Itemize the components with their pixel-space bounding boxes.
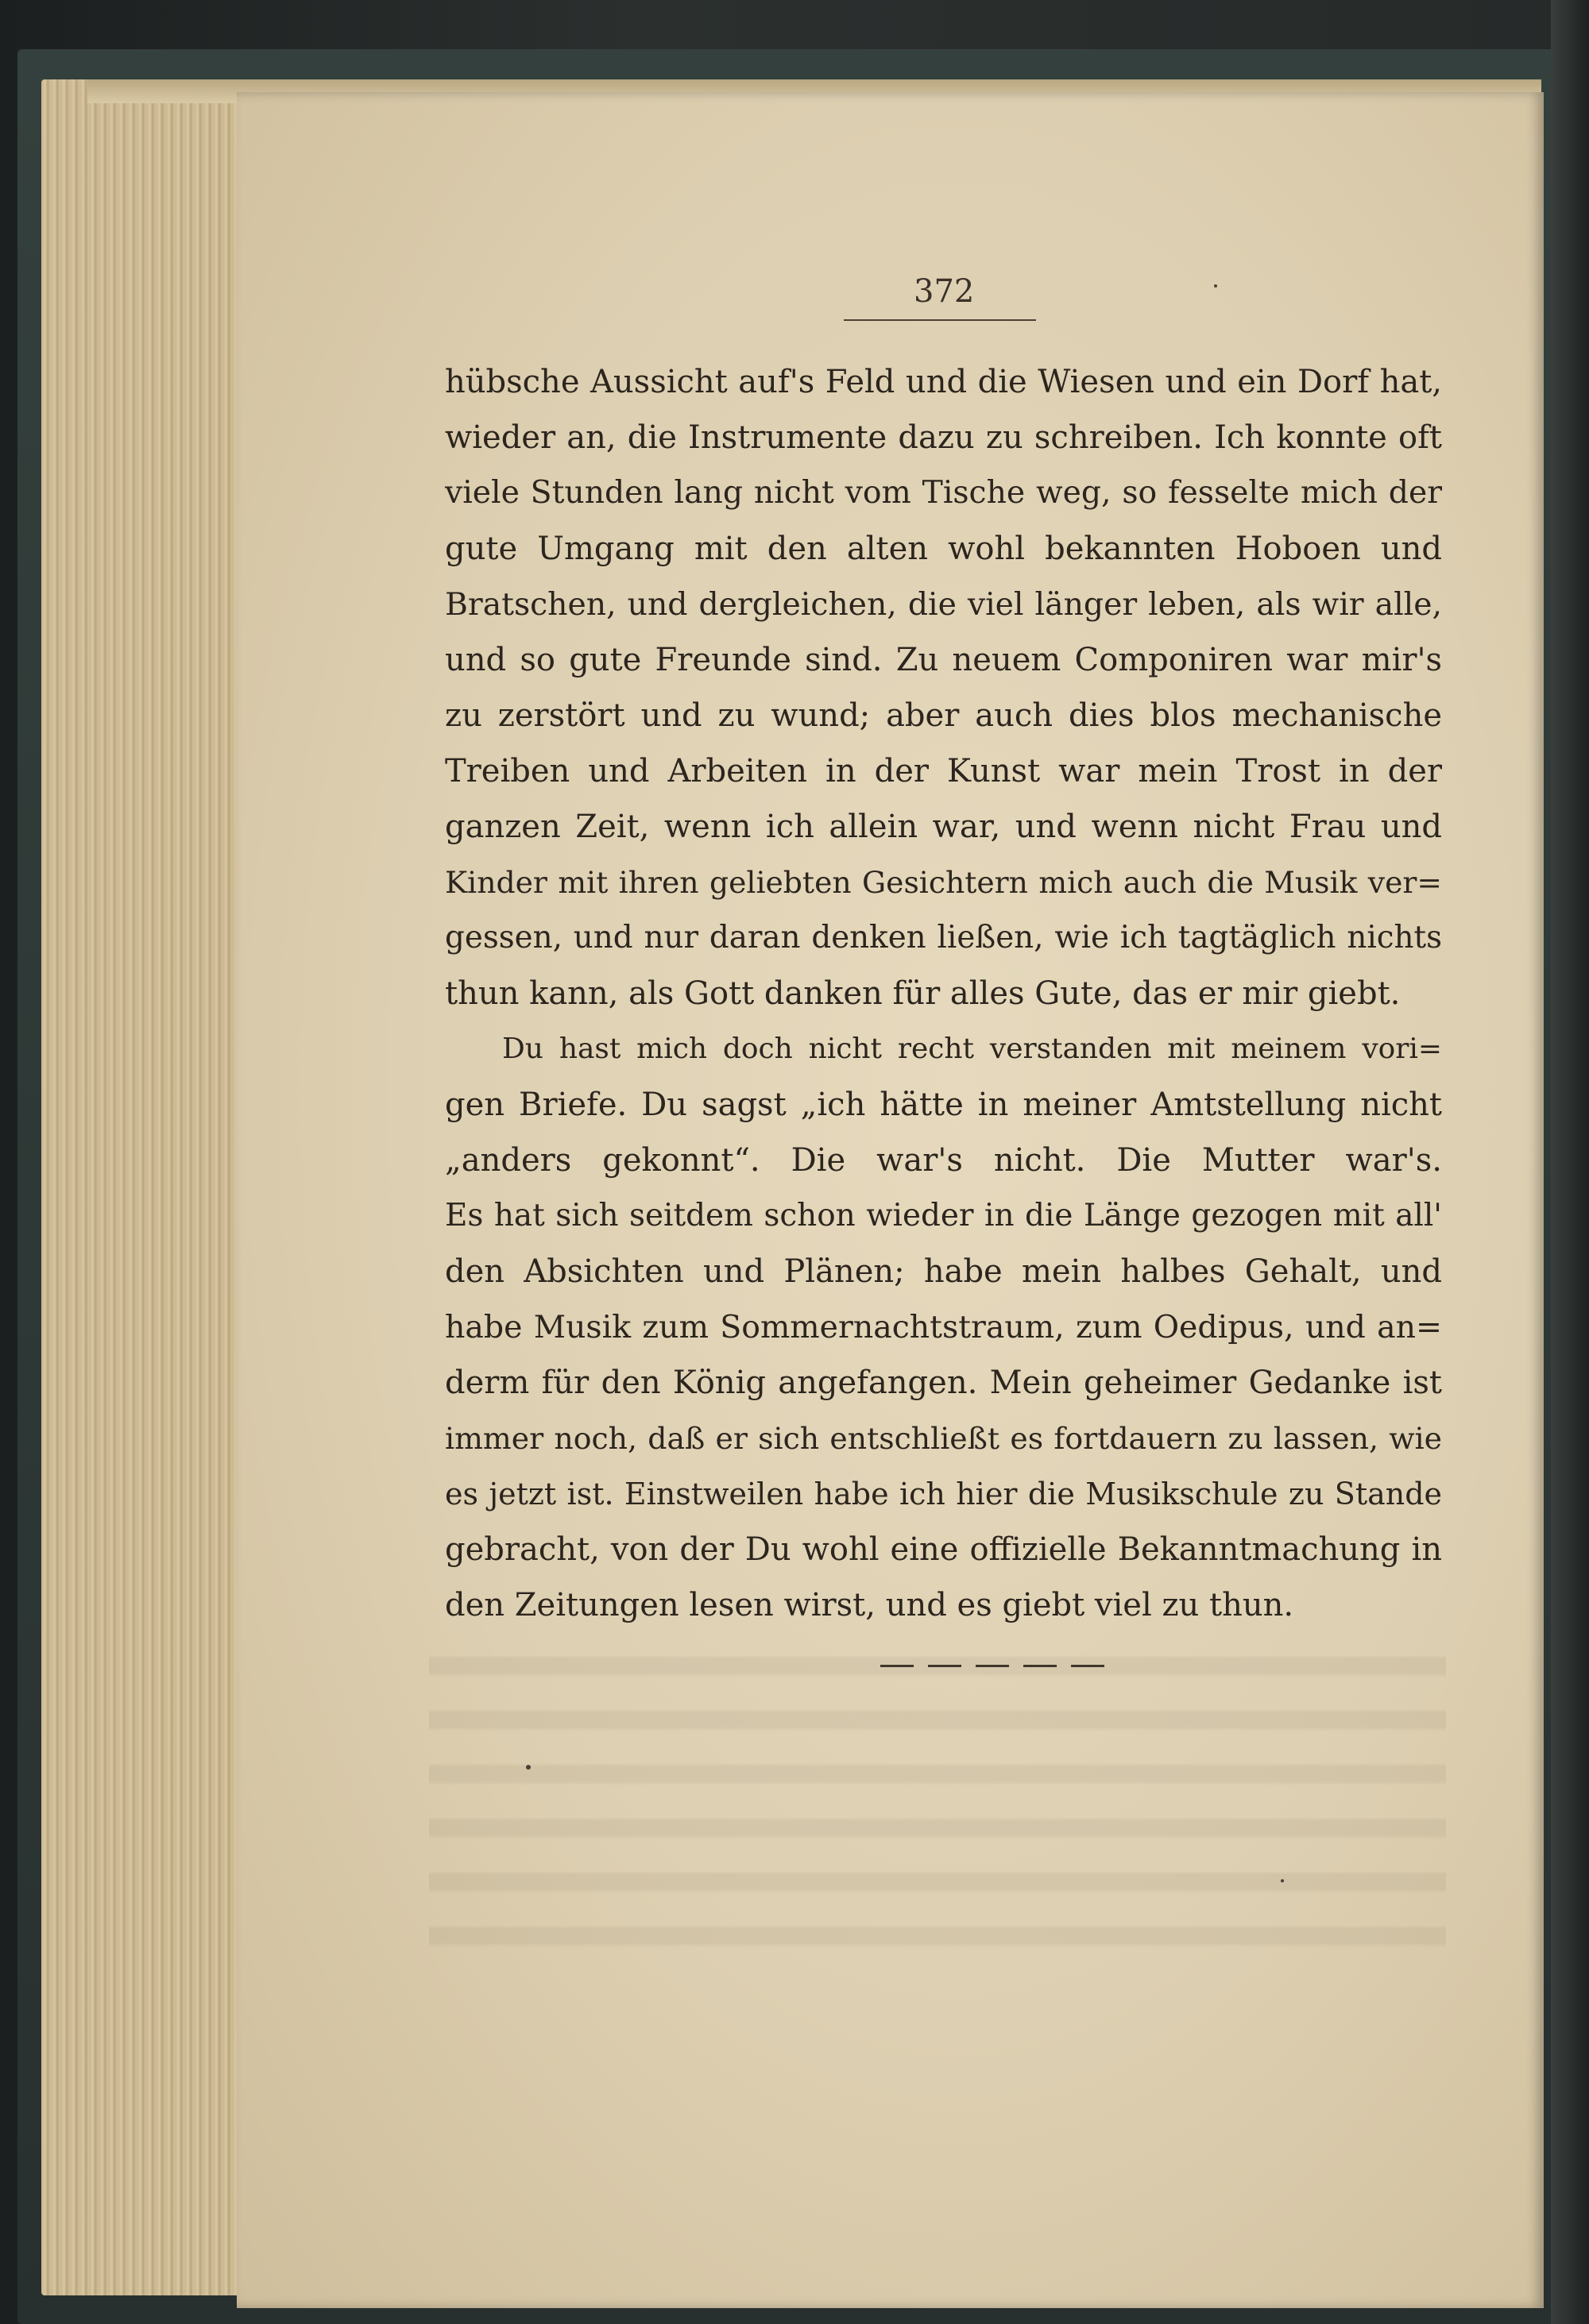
text-line: und so gute Freunde sind. Zu neuem Componiren war mir's bbox=[445, 642, 1442, 678]
paper-speck bbox=[1214, 284, 1217, 288]
paper-speck bbox=[526, 1765, 531, 1770]
text-line: ganzen Zeit, wenn ich allein war, und wenn nicht Frau und bbox=[445, 809, 1442, 845]
page-stack-edges bbox=[41, 79, 248, 2295]
body-text bbox=[445, 354, 1442, 1633]
text-line: „anders gekonnt“. Die war's nicht. Die Mutter war's. bbox=[445, 1142, 1442, 1179]
text-line: gute Umgang mit den alten wohl bekannten Hoboen und bbox=[445, 531, 1442, 567]
text-line: den Zeitungen lesen wirst, und es giebt viel zu thun. bbox=[445, 1587, 1294, 1623]
paper-speck bbox=[1281, 1879, 1284, 1882]
text-line: habe Musik zum Sommernachtstraum, zum Oedipus, und an= bbox=[445, 1309, 1442, 1345]
text-line: wieder an, die Instrumente dazu zu schreiben. Ich konnte oft bbox=[445, 419, 1442, 456]
show-through-from-reverse bbox=[429, 1628, 1446, 1962]
text-line: Du hast mich doch nicht recht verstanden mit meinem vori= bbox=[502, 1033, 1442, 1065]
text-line: zu zerstört und zu wund; aber auch dies blos mechanische bbox=[445, 697, 1442, 734]
text-line: den Absichten und Plänen; habe mein halbes Gehalt, und bbox=[445, 1253, 1442, 1290]
cover-edge bbox=[1551, 0, 1589, 2324]
text-line: derm für den König angefangen. Mein geheimer Gedanke ist bbox=[445, 1365, 1442, 1401]
text-line: gebracht, von der Du wohl eine offizielle Bekanntmachung in bbox=[445, 1531, 1442, 1568]
text-line: Bratschen, und dergleichen, die viel länger leben, als wir alle, bbox=[445, 586, 1442, 623]
page-number: 372 bbox=[914, 273, 975, 310]
text-line: es jetzt ist. Einstweilen habe ich hier die Musikschule zu Stande bbox=[445, 1477, 1442, 1511]
text-line: thun kann, als Gott danken für alles Gute, das er mir giebt. bbox=[445, 975, 1401, 1012]
text-line: gen Briefe. Du sagst „ich hätte in meiner Amtstellung nicht bbox=[445, 1087, 1442, 1123]
text-line: immer noch, daß er sich entschließt es fortdauern zu lassen, wie bbox=[445, 1421, 1442, 1456]
page-number-rule bbox=[844, 319, 1036, 321]
text-line: hübsche Aussicht auf's Feld und die Wiesen und ein Dorf hat, bbox=[445, 364, 1442, 400]
text-line: Treiben und Arbeiten in der Kunst war mein Trost in der bbox=[445, 753, 1442, 789]
text-line: Kinder mit ihren geliebten Gesichtern mich auch die Musik ver= bbox=[445, 865, 1442, 900]
text-line: Es hat sich seitdem schon wieder in die Länge gezogen mit all' bbox=[445, 1198, 1442, 1233]
text-line: viele Stunden lang nicht vom Tische weg, so fesselte mich der bbox=[445, 475, 1442, 511]
text-line: gessen, und nur daran denken ließen, wie ich tagtäglich nichts bbox=[445, 920, 1442, 955]
